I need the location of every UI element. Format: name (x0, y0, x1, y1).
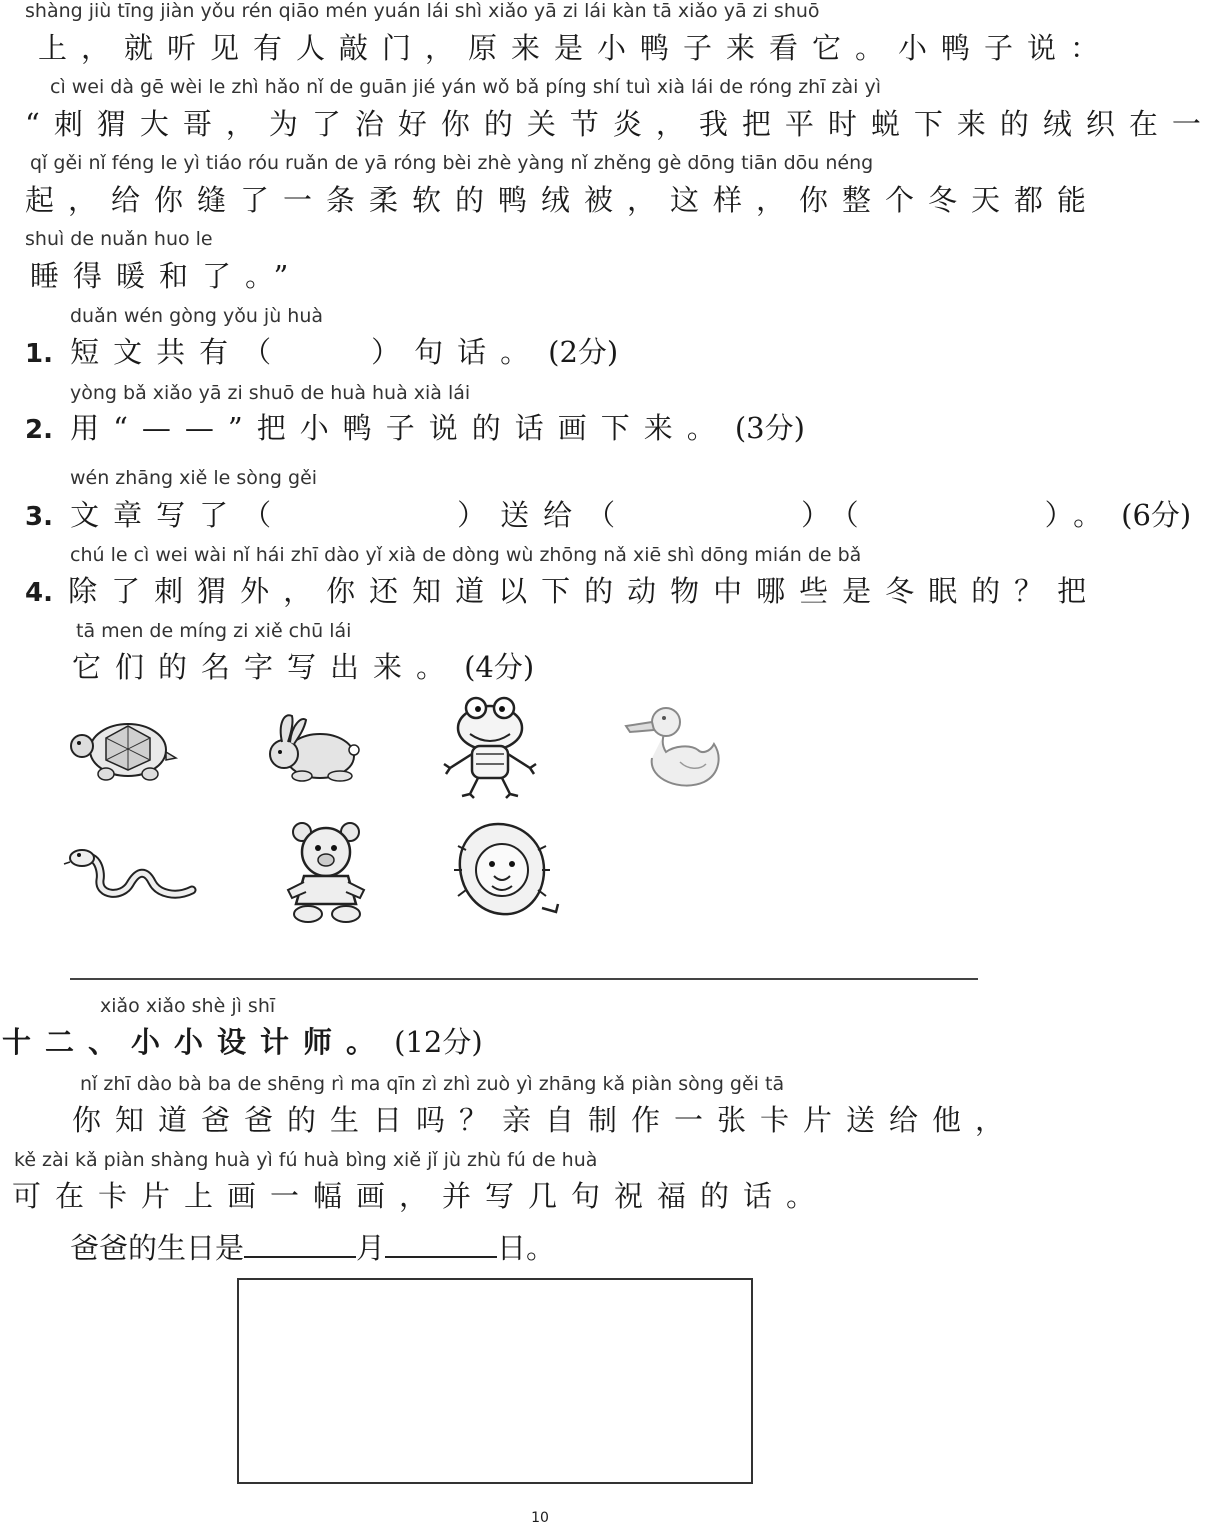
question-1 (25, 330, 618, 371)
question-number: 1. (25, 339, 53, 369)
question-2 (25, 406, 805, 447)
page-number: 10 (531, 1510, 549, 1526)
question-pinyin: tā men de míng zi xiě chū lái (76, 620, 352, 642)
question-text: 文章写了（ ）送给（ ）（ ）。 (70, 498, 1117, 532)
lion-icon (454, 820, 562, 922)
question-pinyin: chú le cì wei wài nǐ hái zhī dào yǐ xià de dòng wù zhōng nǎ xiē shì dōng mián de bǎ (70, 544, 862, 566)
question-text: 用“——”把小鸭子说的话画下来。 (70, 411, 730, 445)
day-label: 日。 (497, 1231, 556, 1265)
question-score: (4分) (464, 650, 535, 684)
question-pinyin: wén zhāng xiě le sòng gěi (70, 467, 318, 489)
month-label: 月 (356, 1231, 386, 1265)
passage-line: “刺猬大哥，为了治好你的关节炎，我把平时蜕下来的绒织在一 (25, 107, 1215, 141)
question-number: 4. (25, 578, 53, 608)
section-title (2, 1020, 483, 1061)
question-3 (25, 493, 1191, 534)
passage-line: 睡得暖和了。” (30, 259, 303, 293)
rabbit-icon (258, 710, 364, 786)
question-pinyin: duǎn wén gòng yǒu jù huà (70, 305, 324, 327)
section-score: (12分) (394, 1025, 483, 1059)
question-score: (6分) (1121, 498, 1192, 532)
birthday-prefix: 爸爸的生日是 (70, 1231, 245, 1265)
duck-icon (622, 700, 726, 796)
question-text: 短文共有（ ）句话。 (70, 335, 544, 369)
pinyin-line: cì wei dà gē wèi le zhì hǎo nǐ de guān jié yán wǒ bǎ píng shí tuì xià lái de róng zhī zài yì (50, 76, 881, 98)
day-blank[interactable] (385, 1230, 497, 1258)
question-4-cont (72, 645, 534, 686)
turtle-icon (66, 708, 178, 788)
pinyin-line: qǐ gěi nǐ féng le yì tiáo róu ruǎn de yā róng bèi zhè yàng nǐ zhěng gè dōng tiān dōu néng (30, 152, 874, 174)
question-text: 除了刺猬外，你还知道以下的动物中哪些是冬眠的？把 (68, 574, 1101, 608)
question-pinyin: yòng bǎ xiǎo yā zi shuō de huà huà xià lái (70, 382, 471, 404)
instruction-line: 可在卡片上画一幅画，并写几句祝福的话。 (12, 1179, 830, 1213)
passage-line: 上，就听见有人敲门，原来是小鸭子来看它。小鸭子说： (38, 31, 1114, 65)
snake-icon (66, 840, 196, 902)
section-divider (70, 978, 978, 980)
passage-line: 起，给你缝了一条柔软的鸭绒被，这样，你整个冬天都能 (25, 183, 1101, 217)
question-number: 2. (25, 415, 53, 445)
section-heading: 十二、小小设计师。 (2, 1025, 390, 1059)
frog-icon (440, 694, 542, 800)
pinyin-line: shuì de nuǎn huo le (25, 228, 213, 250)
question-4 (25, 569, 1100, 610)
question-score: (2分) (548, 335, 619, 369)
card-drawing-box[interactable] (237, 1278, 753, 1484)
bear-icon (284, 818, 370, 924)
question-score: (3分) (734, 411, 805, 445)
question-text: 它们的名字写出来。 (72, 650, 460, 684)
pinyin-line: kě zài kǎ piàn shàng huà yì fú huà bìng xiě jǐ jù zhù fú de huà (14, 1149, 598, 1171)
month-blank[interactable] (244, 1230, 356, 1258)
instruction-line: 你知道爸爸的生日吗？亲自制作一张卡片送给他， (72, 1103, 1019, 1137)
pinyin-line: nǐ zhī dào bà ba de shēng rì ma qīn zì zhì zuò yì zhāng kǎ piàn sòng gěi tā (80, 1073, 785, 1095)
birthday-line (70, 1226, 555, 1267)
section-pinyin: xiǎo xiǎo shè jì shī (100, 995, 276, 1017)
pinyin-line: shàng jiù tīng jiàn yǒu rén qiāo mén yuán lái shì xiǎo yā zi lái kàn tā xiǎo yā zi shuō (25, 0, 820, 22)
question-number: 3. (25, 502, 53, 532)
